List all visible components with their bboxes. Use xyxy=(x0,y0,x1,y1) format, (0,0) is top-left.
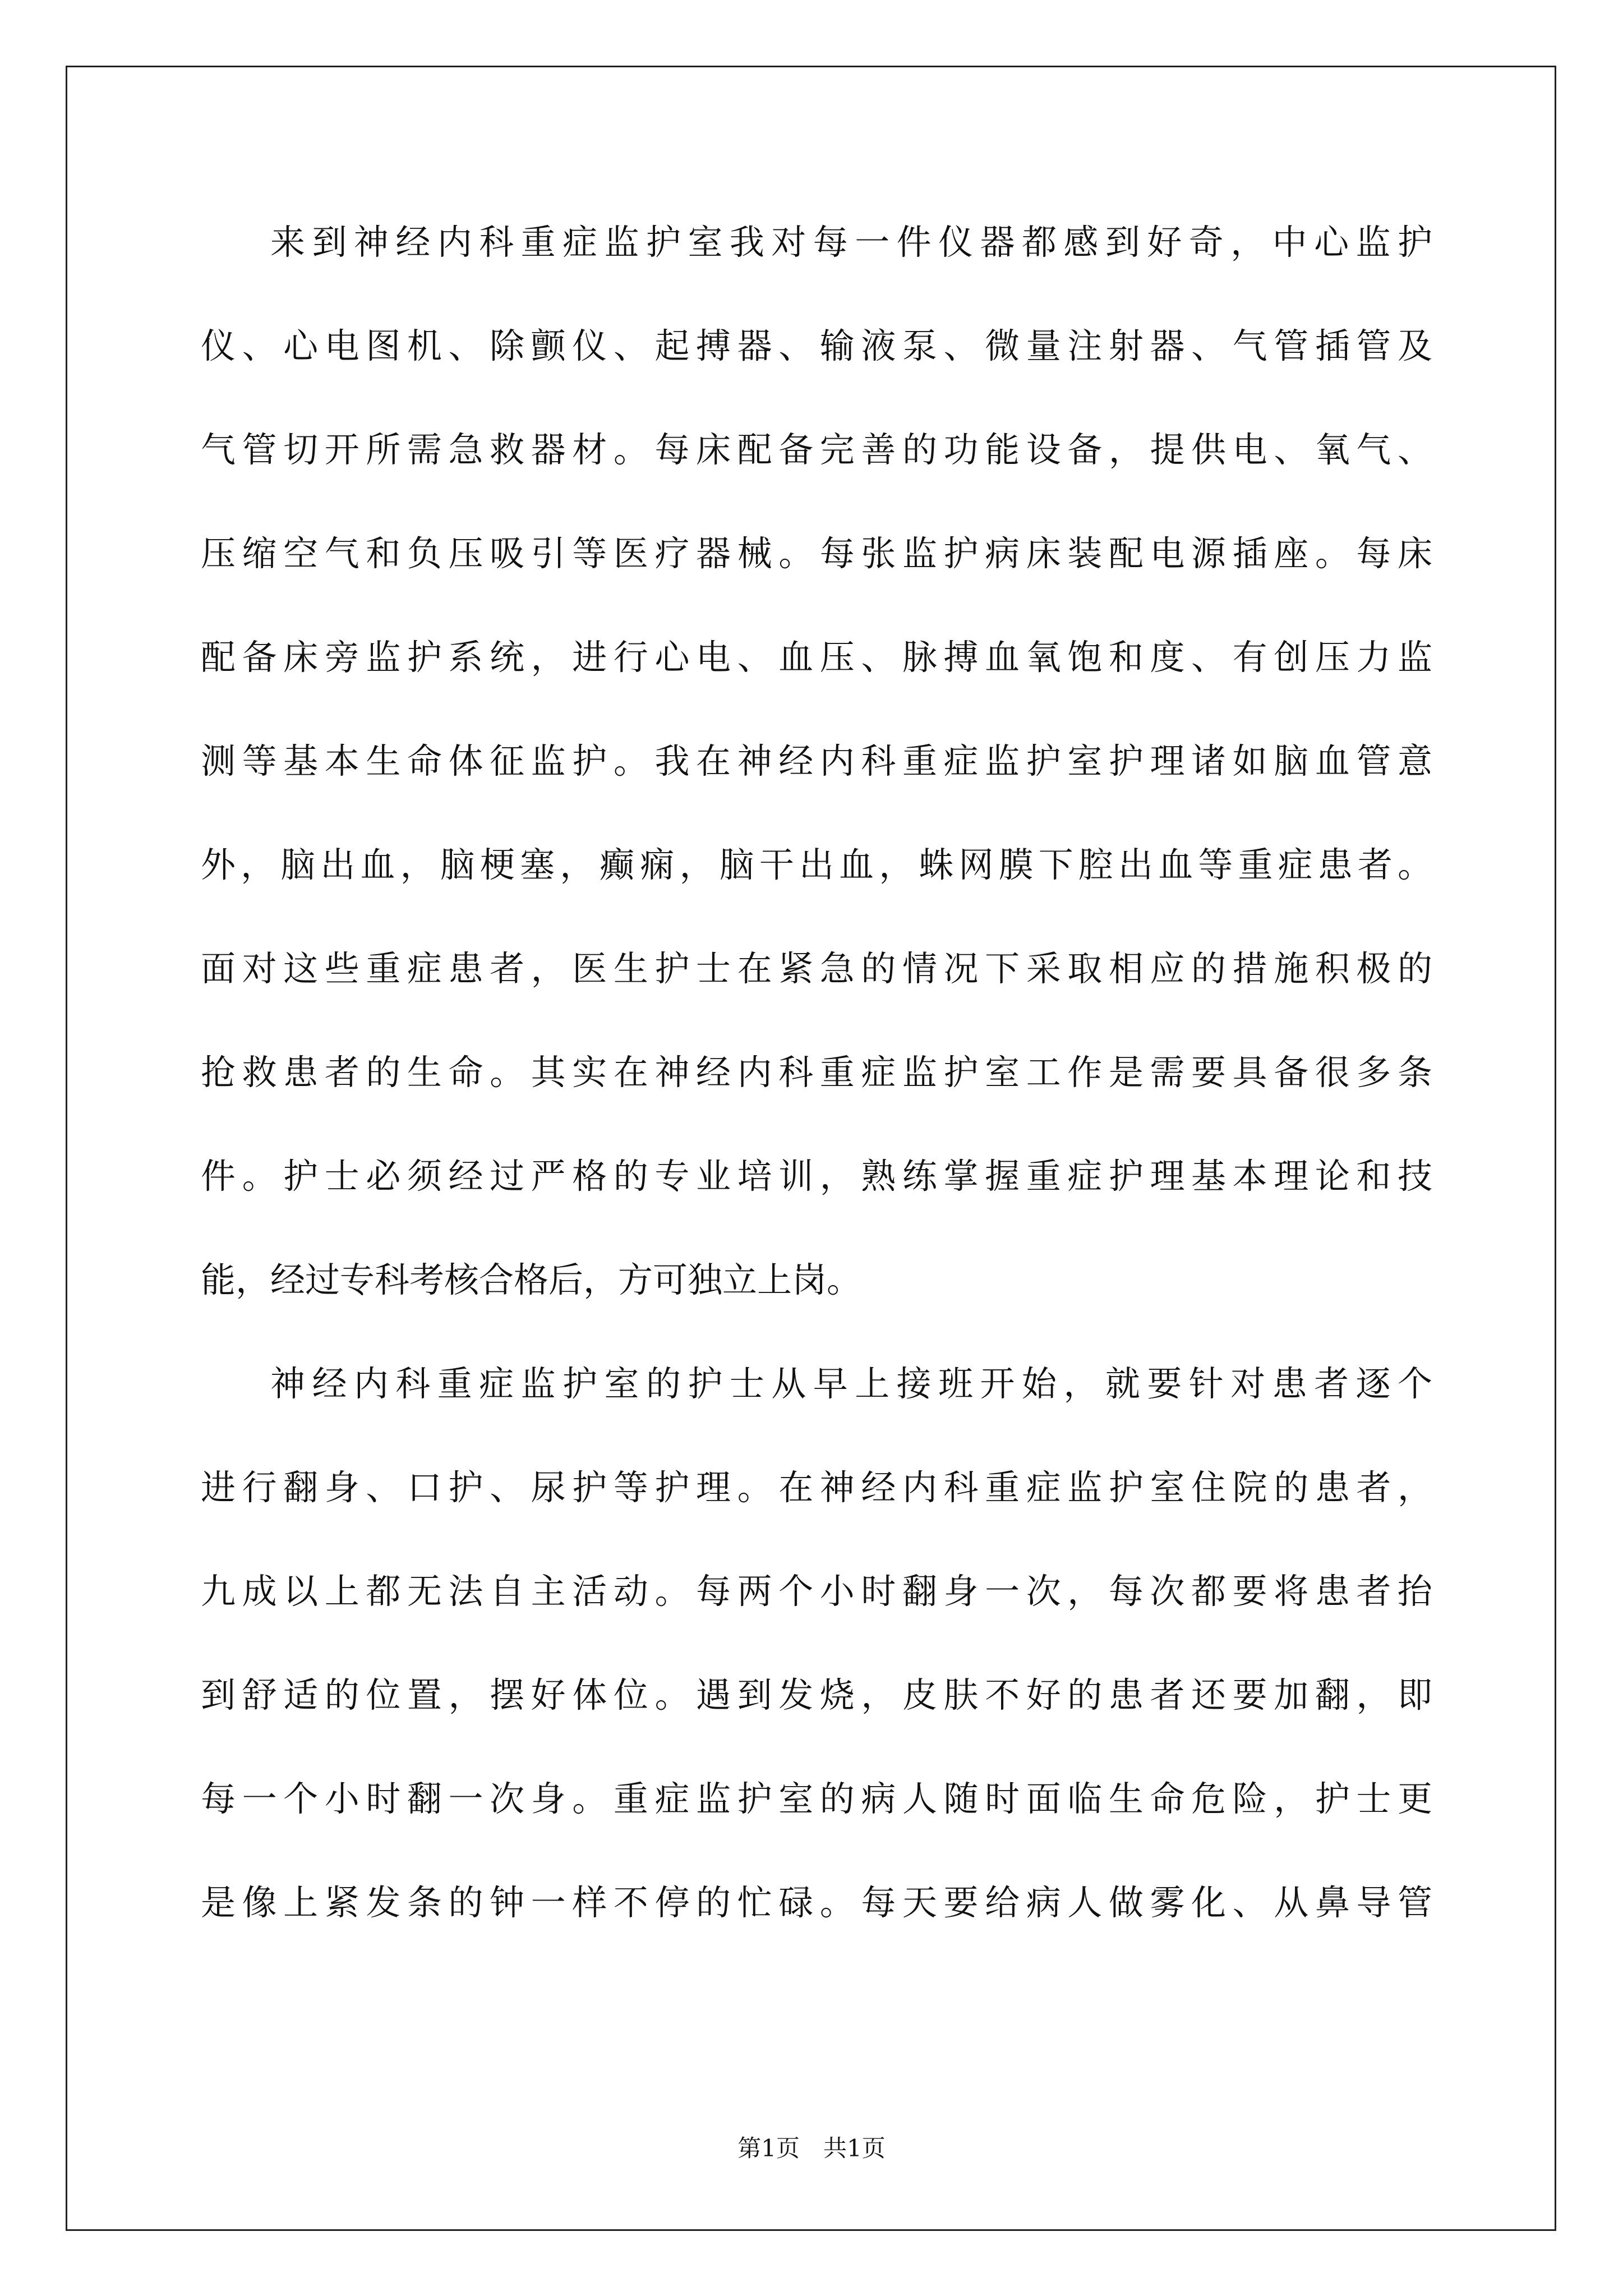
paragraph-2-line-1: 神经内科重症监护室的护士从早上接班开始，就要针对患者逐个 xyxy=(270,1363,1432,1404)
paragraph-2-line-3: 九成以上都无法自主活动。每两个小时翻身一次，每次都要将患者抬 xyxy=(201,1571,1432,1612)
paragraph-2-line-5: 每一个小时翻一次身。重症监护室的病人随时面临生命危险，护士更 xyxy=(201,1778,1432,1819)
paragraph-2-line-2: 进行翻身、口护、尿护等护理。在神经内科重症监护室住院的患者， xyxy=(201,1467,1432,1508)
paragraph-1-line-7: 外，脑出血，脑梗塞，癫痫，脑干出血，蛛网膜下腔出血等重症患者。 xyxy=(201,844,1432,885)
paragraph-1-line-2: 仪、心电图机、除颤仪、起搏器、输液泵、微量注射器、气管插管及 xyxy=(201,325,1432,366)
paragraph-1-line-4: 压缩空气和负压吸引等医疗器械。每张监护病床装配电源插座。每床 xyxy=(201,533,1432,574)
paragraph-1-line-1: 来到神经内科重症监护室我对每一件仪器都感到好奇，中心监护 xyxy=(270,222,1432,263)
paragraph-1-line-10: 件。护士必须经过严格的专业培训，熟练掌握重症护理基本理论和技 xyxy=(201,1156,1432,1197)
paragraph-1-line-3: 气管切开所需急救器材。每床配备完善的功能设备，提供电、氧气、 xyxy=(201,429,1432,470)
paragraph-2-line-6: 是像上紧发条的钟一样不停的忙碌。每天要给病人做雾化、从鼻导管 xyxy=(201,1882,1432,1923)
document-body xyxy=(201,209,1432,1973)
paragraph-1-line-9: 抢救患者的生命。其实在神经内科重症监护室工作是需要具备很多条 xyxy=(201,1052,1432,1093)
paragraph-2-line-4: 到舒适的位置，摆好体位。遇到发烧，皮肤不好的患者还要加翻，即 xyxy=(201,1674,1432,1715)
page-number-footer: 第1页 共1页 xyxy=(737,2134,886,2162)
paragraph-1-line-5: 配备床旁监护系统，进行心电、血压、脉搏血氧饱和度、有创压力监 xyxy=(201,637,1432,678)
paragraph-1-line-6: 测等基本生命体征监护。我在神经内科重症监护室护理诸如脑血管意 xyxy=(201,740,1432,781)
paragraph-1-line-11: 能，经过专科考核合格后，方可独立上岗。 xyxy=(201,1259,862,1300)
paragraph-1-line-8: 面对这些重症患者，医生护士在紧急的情况下采取相应的措施积极的 xyxy=(201,948,1432,989)
